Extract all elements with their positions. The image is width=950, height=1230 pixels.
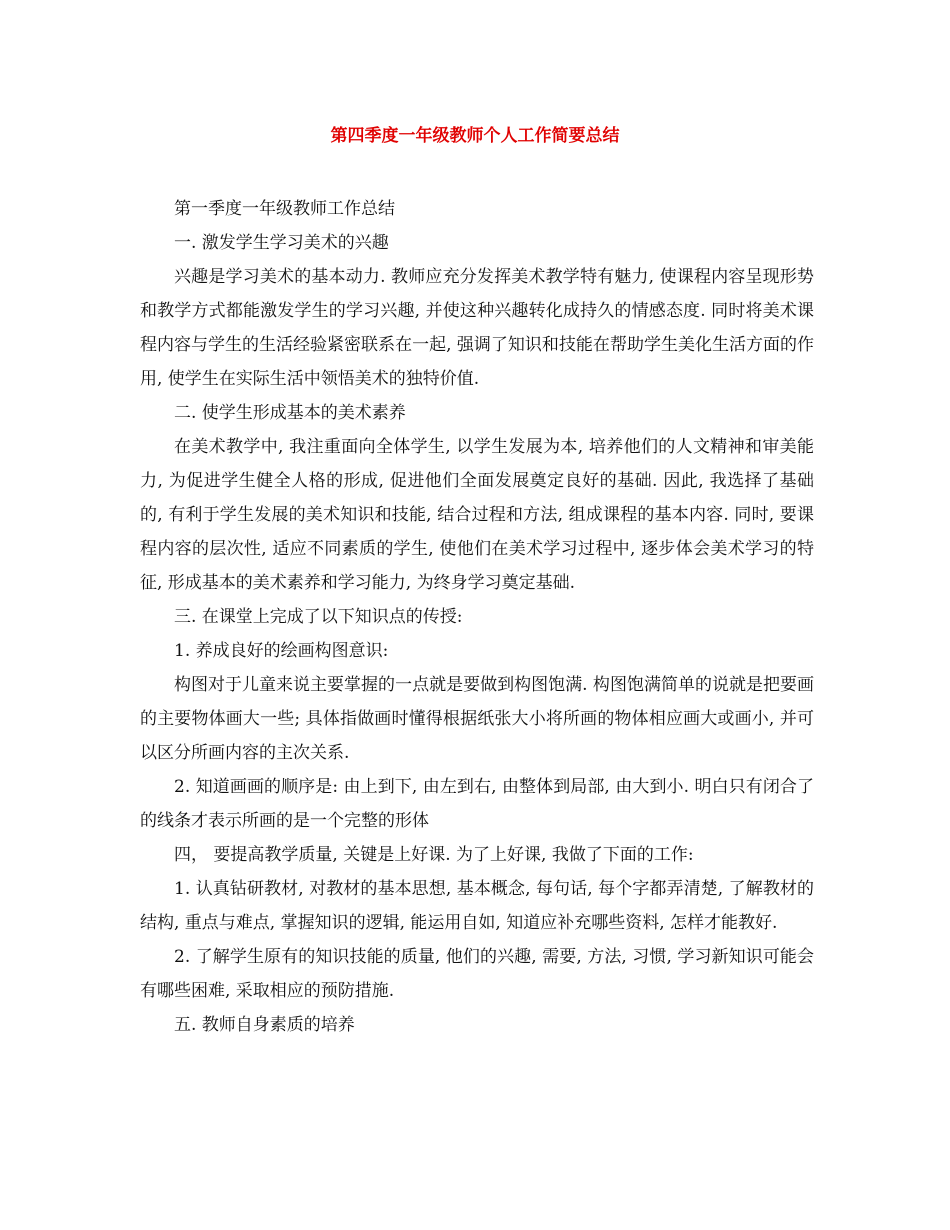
section-heading: 第一季度一年级教师工作总结: [174, 199, 395, 219]
section-heading: 四， 要提高教学质量, 关键是上好课. 为了上好课, 我做了下面的工作:: [174, 845, 694, 865]
list-item: 1. 养成良好的绘画构图意识:: [174, 641, 389, 661]
list-item: 2. 知道画画的顺序是: 由上到下, 由左到右, 由整体到局部, 由大到小. 明白只有闭合了的线条才表示所画的是一个完整的形体: [140, 777, 814, 831]
paragraph: 兴趣是学习美术的基本动力. 教师应充分发挥美术教学特有魅力, 使课程内容呈现形势和教学方式都能激发学生的学习兴趣, 并使这种兴趣转化成持久的情感态度. 同时将美术课程内容与学生的生活经验紧密联系在一起, 强调了知识和技能在帮助学生美化生活方面的作用, 使学生在实际生活中领悟美术的独特价值.: [140, 267, 814, 389]
list-item: 2. 了解学生原有的知识技能的质量, 他们的兴趣, 需要, 方法, 习惯, 学习新知识可能会有哪些困难, 采取相应的预防措施.: [140, 947, 814, 1001]
section-heading: 三. 在课堂上完成了以下知识点的传授:: [174, 607, 463, 627]
list-item: 1. 认真钻研教材, 对教材的基本思想, 基本概念, 每句话, 每个字都弄清楚, 了解教材的结构, 重点与难点, 掌握知识的逻辑, 能运用自如, 知道应补充哪些资料, 怎样才能教好.: [140, 879, 814, 933]
section-heading: 一. 激发学生学习美术的兴趣: [174, 233, 389, 253]
section-heading: 二. 使学生形成基本的美术素养: [174, 403, 406, 423]
paragraph: 在美术教学中, 我注重面向全体学生, 以学生发展为本, 培养他们的人文精神和审美能力, 为促进学生健全人格的形成, 促进他们全面发展奠定良好的基础. 因此, 我选择了基础的, 有利于学生发展的美术知识和技能, 结合过程和方法, 组成课程的基本内容. 同时, 要课程内容的层次性, 适应不同素质的学生, 使他们在美术学习过程中, 逐步体会美术学习的特征, 形成基本的美术素养和学习能力, 为终身学习奠定基础.: [140, 437, 814, 593]
document-body: [140, 192, 814, 1042]
paragraph: 构图对于儿童来说主要掌握的一点就是要做到构图饱满. 构图饱满简单的说就是把要画的主要物体画大一些; 具体指做画时懂得根据纸张大小将所画的物体相应画大或画小, 并可以区分所画内容的主次关系.: [140, 675, 814, 763]
section-heading: 五. 教师自身素质的培养: [174, 1015, 355, 1035]
document-title: 第四季度一年级教师个人工作简要总结: [330, 126, 620, 146]
